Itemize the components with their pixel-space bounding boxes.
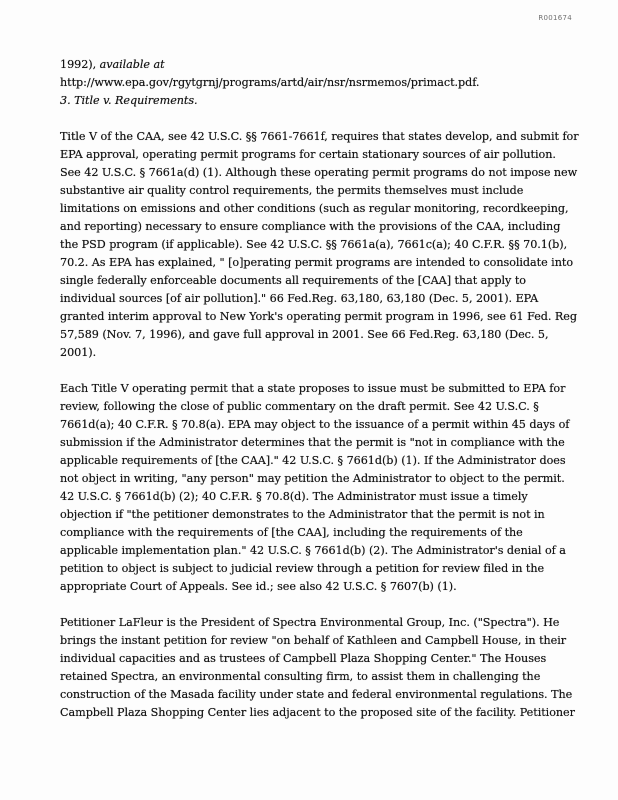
text-line: review, following the close of public commentary on the draft permit. See 42 U.S.C. § bbox=[60, 400, 539, 413]
text-line: single federally enforceable documents all requirements of the [CAA] that apply to bbox=[60, 274, 526, 287]
paragraph-title-v-overview bbox=[60, 128, 579, 362]
text-line: substantive air quality control requirements, the permits themselves must include bbox=[60, 184, 524, 197]
text-line: petition to object is subject to judicial review through a petition for review filed in the bbox=[60, 562, 545, 575]
text-line: 70.2. As EPA has explained, " [o]perating permit programs are intended to consolidate into bbox=[60, 256, 573, 269]
text-line: See 42 U.S.C. § 7661a(d) (1). Although these operating permit programs do not impose new bbox=[60, 166, 578, 179]
text-line: construction of the Masada facility under state and federal environmental regulations. The bbox=[60, 688, 573, 701]
text-line: and reporting) necessary to ensure compliance with the provisions of the CAA, including bbox=[60, 220, 561, 233]
text-line: submission if the Administrator determines that the permit is "not in compliance with the bbox=[60, 436, 565, 449]
document-body bbox=[60, 56, 579, 722]
text-line: Each Title V operating permit that a state proposes to issue must be submitted to EPA for bbox=[60, 382, 566, 395]
text-line: appropriate Court of Appeals. See id.; see also 42 U.S.C. § 7607(b) (1). bbox=[60, 580, 457, 593]
section-heading: 3. Title v. Requirements. bbox=[60, 94, 198, 107]
text-line: applicable implementation plan." 42 U.S.C. § 7661d(b) (2). The Administrator's denial of a bbox=[60, 544, 566, 557]
text-line: EPA approval, operating permit programs for certain stationary sources of air pollution. bbox=[60, 148, 556, 161]
paragraph-permit-review bbox=[60, 380, 570, 596]
text-line: granted interim approval to New York's operating permit program in 1996, see 61 Fed. Reg bbox=[60, 310, 577, 323]
text-line: 1992), available at bbox=[60, 58, 165, 71]
text-line: brings the instant petition for review "on behalf of Kathleen and Campbell House, in their bbox=[60, 634, 567, 647]
text-line: 57,589 (Nov. 7, 1996), and gave full approval in 2001. See 66 Fed.Reg. 63,180 (Dec. 5, bbox=[60, 328, 549, 341]
text-line: individual sources [of air pollution]." 66 Fed.Reg. 63,180, 63,180 (Dec. 5, 2001). EPA bbox=[60, 292, 539, 305]
page-identifier: R001674 bbox=[538, 14, 572, 22]
text-line: objection if "the petitioner demonstrates to the Administrator that the permit is not in bbox=[60, 508, 545, 521]
text-line: Petitioner LaFleur is the President of Spectra Environmental Group, Inc. ("Spectra"). He bbox=[60, 616, 560, 629]
text-line: Campbell Plaza Shopping Center lies adjacent to the proposed site of the facility. Petitioner bbox=[60, 706, 575, 719]
text-line: compliance with the requirements of [the CAA], including the requirements of the bbox=[60, 526, 523, 539]
text-line: limitations on emissions and other conditions (such as regular monitoring, recordkeeping, bbox=[60, 202, 569, 215]
text-line: applicable requirements of [the CAA]." 42 U.S.C. § 7661d(b) (1). If the Administrator does bbox=[60, 454, 566, 467]
carryover-citation bbox=[60, 56, 566, 92]
text-line: individual capacities and as trustees of Campbell Plaza Shopping Center." The Houses bbox=[60, 652, 547, 665]
text-line: the PSD program (if applicable). See 42 U.S.C. §§ 7661a(a), 7661c(a); 40 C.F.R. §§ 70.1(b), bbox=[60, 238, 568, 251]
citation-url: http://www.epa.gov/rgytgrnj/programs/artd/air/nsr/nsrmemos/primact.pdf. bbox=[60, 76, 480, 89]
text-line: not object in writing, "any person" may petition the Administrator to object to the permit. bbox=[60, 472, 565, 485]
paragraph-petitioner bbox=[60, 614, 575, 722]
text-line: 7661d(a); 40 C.F.R. § 70.8(a). EPA may object to the issuance of a permit within 45 days of bbox=[60, 418, 570, 431]
text-line: 42 U.S.C. § 7661d(b) (2); 40 C.F.R. § 70.8(d). The Administrator must issue a timely bbox=[60, 490, 528, 503]
text-line: 2001). bbox=[60, 346, 97, 359]
text-line: Title V of the CAA, see 42 U.S.C. §§ 7661-7661f, requires that states develop, and submit for bbox=[60, 130, 579, 143]
text-line: retained Spectra, an environmental consulting firm, to assist them in challenging the bbox=[60, 670, 541, 683]
